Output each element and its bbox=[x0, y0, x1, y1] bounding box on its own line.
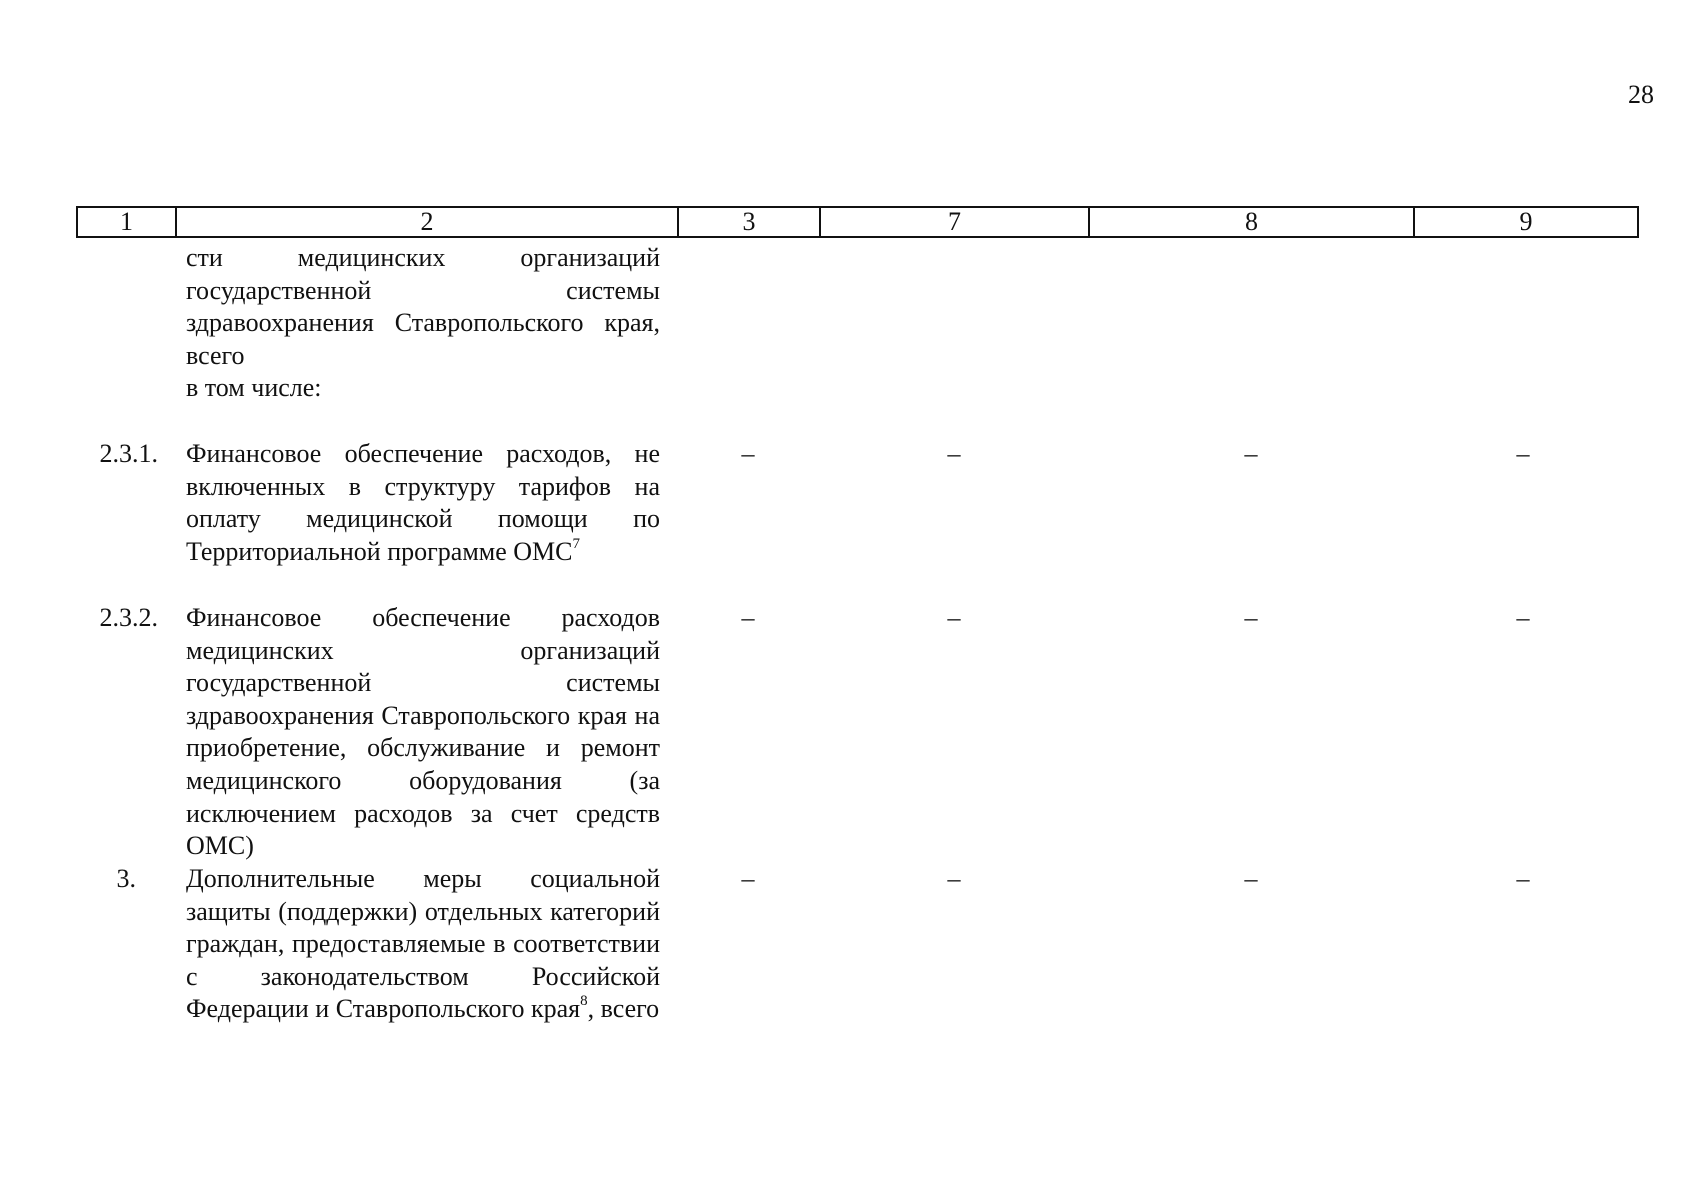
row-2-3-1-col-7-value: – bbox=[947, 439, 961, 468]
column-header-1: 1 bbox=[77, 207, 176, 237]
row-text-continuation: сти медицинских организаций государственной системы здравоохранения Ставропольского края, всего bbox=[186, 243, 660, 370]
row-text-2-3-2: Финансовое обеспечение расходов медицинских организаций государственной системы здравоохранения Ставропольского края на приобретение, обслуживание и ремонт медицинского оборудования (за исключением расходов за счет средств ОМС) bbox=[186, 603, 660, 861]
row-2-3-2-col-3-value: – bbox=[741, 603, 755, 632]
page-number: 28 bbox=[1628, 80, 1654, 109]
row-text-2-3-1-main: Финансовое обеспечение расходов, не включенных в структуру тарифов на оплату медицинской помощи по Территориальной программе ОМС bbox=[186, 439, 660, 566]
column-header-9: 9 bbox=[1414, 207, 1638, 237]
footnote-marker-7: 7 bbox=[572, 535, 581, 552]
row-2-3-1-col-9-value: – bbox=[1516, 439, 1530, 468]
row-number-3: 3. bbox=[116, 864, 136, 893]
column-header-2: 2 bbox=[176, 207, 678, 237]
row-text-3-tail: , всего bbox=[587, 994, 660, 1024]
row-3-col-8-value: – bbox=[1244, 864, 1258, 893]
row-text-2-3-1 bbox=[186, 438, 660, 568]
column-header-7: 7 bbox=[820, 207, 1089, 237]
column-header-3: 3 bbox=[678, 207, 820, 237]
row-2-3-2-col-8-value: – bbox=[1244, 603, 1258, 632]
row-text-including: в том числе: bbox=[186, 373, 322, 402]
footnote-marker-8: 8 bbox=[580, 993, 588, 1010]
column-header-row bbox=[77, 207, 1638, 237]
row-3-col-3-value: – bbox=[741, 864, 755, 893]
row-3-col-9-value: – bbox=[1516, 864, 1530, 893]
column-header-8: 8 bbox=[1089, 207, 1414, 237]
row-number-2-3-1: 2.3.1. bbox=[99, 439, 158, 468]
row-text-3 bbox=[186, 863, 660, 1026]
row-3-col-7-value: – bbox=[947, 864, 961, 893]
row-2-3-2-col-7-value: – bbox=[947, 603, 961, 632]
row-2-3-1-col-3-value: – bbox=[741, 439, 755, 468]
row-number-2-3-2: 2.3.2. bbox=[99, 603, 158, 632]
row-text-3-main: Дополнительные меры социальной защиты (поддержки) отдельных категорий граждан, предоставляемые в соответствии с законодательством Российской Федерации и Ставропольского края bbox=[186, 864, 660, 1024]
row-2-3-1-col-8-value: – bbox=[1244, 439, 1258, 468]
column-header-table bbox=[76, 206, 1639, 238]
row-2-3-2-col-9-value: – bbox=[1516, 603, 1530, 632]
